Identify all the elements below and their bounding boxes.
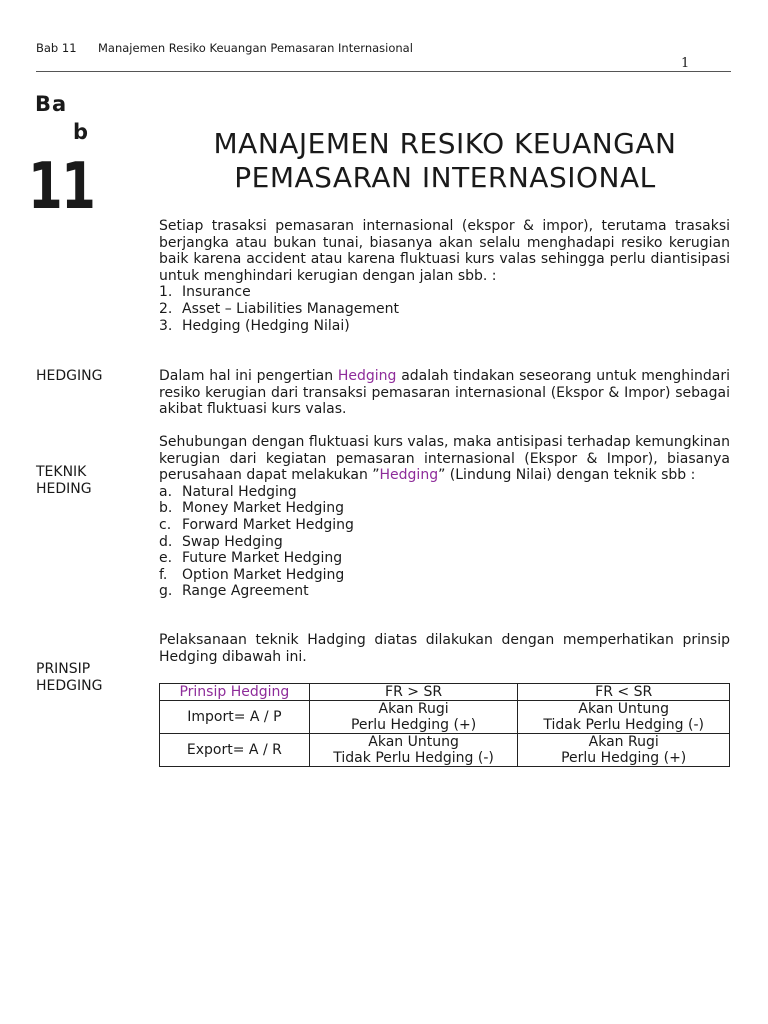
header-chapter: Bab 11 xyxy=(36,41,77,55)
side-label-prinsip xyxy=(36,661,102,694)
list-item xyxy=(159,517,730,534)
side-label-teknik xyxy=(36,464,92,497)
hedging-term: Hedging xyxy=(337,368,397,384)
teknik-pre: Sehubungan dengan fluktuasi kurs valas, maka antisipasi terhadap kemungkinan kerugian dari kegiatan pemasaran internasional (Ekspor & Impor), biasanya perusahaan dapat melakukan ” xyxy=(159,434,730,484)
table-header-cell: Prinsip Hedging xyxy=(160,684,310,701)
list-marker: e. xyxy=(159,550,173,567)
side-label-line: PRINSIP xyxy=(36,661,91,677)
list-marker: 1. xyxy=(159,284,173,301)
table-row xyxy=(160,734,730,767)
list-item xyxy=(159,500,730,517)
teknik-section xyxy=(159,434,730,600)
table-row xyxy=(160,701,730,734)
list-marker: b. xyxy=(159,500,173,517)
side-label-line: HEDGING xyxy=(36,677,103,694)
list-text: Option Market Hedging xyxy=(182,566,345,583)
list-item xyxy=(159,583,730,600)
header-running-title: Manajemen Resiko Keuangan Pemasaran Internasional xyxy=(98,41,413,55)
cell-line: Akan Untung xyxy=(578,701,669,717)
page-title xyxy=(160,127,730,195)
chapter-number: 11 xyxy=(28,150,95,224)
list-item xyxy=(159,484,730,501)
list-marker: g. xyxy=(159,583,173,600)
list-item xyxy=(159,284,730,301)
intro-section xyxy=(159,218,730,334)
definition-pre: Dalam hal ini pengertian xyxy=(159,368,338,384)
table-cell xyxy=(518,734,730,767)
cell-line: Akan Untung xyxy=(368,734,459,750)
intro-paragraph: Setiap trasaksi pemasaran internasional (ekspor & impor), terutama trasaksi berjangka atau bukan tunai, biasanya akan selalu menghadapi resiko kerugian baik karena accident atau karena fluktuasi kurs valas sehingga perlu diantisipasi untuk menghindari kerugian dengan jalan sbb. : xyxy=(159,218,730,284)
list-item xyxy=(159,301,730,318)
list-marker: a. xyxy=(159,483,173,500)
hedging-table xyxy=(159,683,730,767)
page-number: 1 xyxy=(681,56,690,71)
list-text: Insurance xyxy=(182,284,251,301)
cell-line: Perlu Hedging (+) xyxy=(561,750,687,766)
list-marker: c. xyxy=(159,516,172,533)
list-marker: 2. xyxy=(159,300,173,317)
side-label-hedging: HEDGING xyxy=(36,368,103,384)
table-header-cell: FR > SR xyxy=(309,684,518,701)
cell-line: Akan Rugi xyxy=(378,701,449,717)
cell-line: Akan Rugi xyxy=(588,734,659,750)
chapter-mark-ba: Ba xyxy=(35,92,68,116)
running-header xyxy=(36,41,413,55)
title-line-2: PEMASARAN INTERNASIONAL xyxy=(234,161,656,194)
list-text: Swap Hedging xyxy=(182,533,283,550)
teknik-post: ” (Lindung Nilai) dengan teknik sbb : xyxy=(438,467,696,484)
table-cell xyxy=(309,734,518,767)
side-label-line: TEKNIK xyxy=(36,464,87,480)
list-marker: d. xyxy=(159,533,173,550)
table-row-label: Import= A / P xyxy=(160,701,310,734)
prinsip-paragraph: Pelaksanaan teknik Hadging diatas dilakukan dengan memperhatikan prinsip Hedging dibawah ini. xyxy=(159,632,730,665)
chapter-mark-b: b xyxy=(73,120,89,144)
teknik-paragraph xyxy=(159,434,730,484)
list-text: Hedging (Hedging Nilai) xyxy=(182,317,350,334)
list-text: Range Agreement xyxy=(182,583,309,600)
table-header-row xyxy=(160,684,730,701)
hedging-definition xyxy=(159,368,730,418)
intro-list xyxy=(159,284,730,334)
title-line-1: MANAJEMEN RESIKO KEUANGAN xyxy=(213,127,677,160)
cell-line: Perlu Hedging (+) xyxy=(350,717,477,733)
list-item xyxy=(159,567,730,584)
list-text: Asset – Liabilities Management xyxy=(182,300,399,317)
hedging-term: Hedging xyxy=(379,467,439,484)
hedging-table-wrapper xyxy=(159,683,730,767)
teknik-list xyxy=(159,484,730,600)
list-text: Money Market Hedging xyxy=(182,500,345,517)
list-item xyxy=(159,550,730,567)
list-text: Forward Market Hedging xyxy=(182,516,354,533)
table-header-cell: FR < SR xyxy=(518,684,730,701)
cell-line: Tidak Perlu Hedging (-) xyxy=(333,750,494,766)
definition-post: adalah tindakan seseorang untuk menghindari resiko kerugian dari transaksi pemasaran internasional (Ekspor & Impor) sebagai akibat fluktuasi kurs valas. xyxy=(159,368,730,418)
list-item xyxy=(159,534,730,551)
side-label-line: HEDING xyxy=(36,480,92,497)
table-row-label: Export= A / R xyxy=(160,734,310,767)
list-item xyxy=(159,318,730,335)
table-cell xyxy=(518,701,730,734)
list-text: Natural Hedging xyxy=(182,483,297,500)
table-cell xyxy=(309,701,518,734)
list-marker: f. xyxy=(159,566,168,583)
list-text: Future Market Hedging xyxy=(182,550,343,567)
cell-line: Tidak Perlu Hedging (-) xyxy=(543,717,704,733)
header-rule xyxy=(36,71,731,72)
list-marker: 3. xyxy=(159,317,173,334)
